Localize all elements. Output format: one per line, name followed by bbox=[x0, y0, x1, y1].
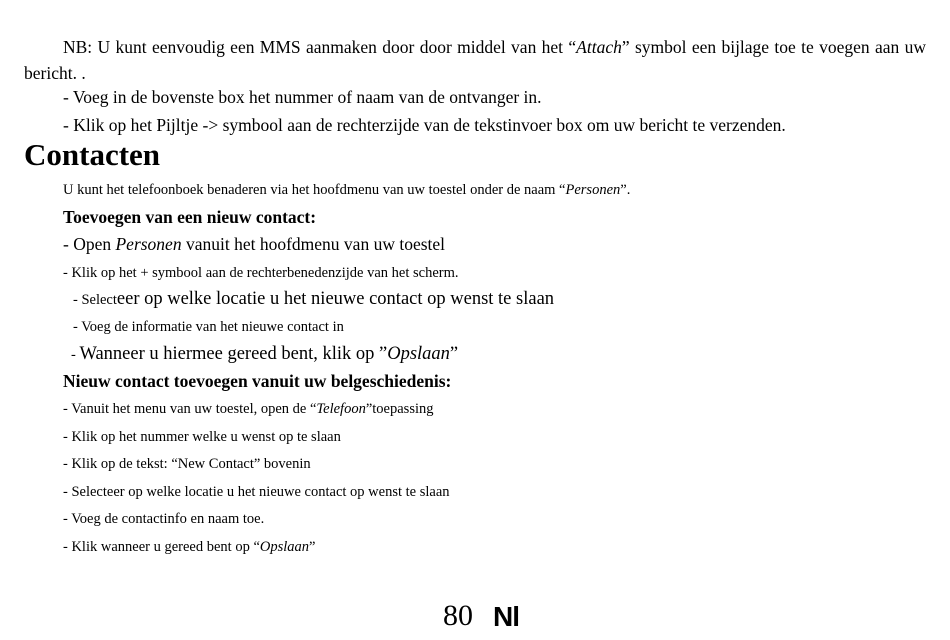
add-step-5-italic: Opslaan bbox=[387, 344, 450, 364]
add-contact-step-5 bbox=[71, 344, 458, 365]
history-step-1-prefix: - Vanuit het menu van uw toestel, open de “ bbox=[63, 401, 317, 417]
history-step-6-italic: Opslaan bbox=[259, 539, 310, 555]
history-step-6-suffix: ” bbox=[309, 539, 316, 555]
add-step-5-suffix: ” bbox=[449, 344, 459, 364]
mms-note-suffix: ” symbol een bijlage toe te voegen aan uw bericht. . bbox=[24, 37, 926, 83]
mms-bullet-recipient: - Voeg in de bovenste box het nummer of naam van de ontvanger in. bbox=[63, 87, 542, 107]
history-step-3: - Klik op de tekst: “New Contact” bovenin bbox=[63, 456, 311, 472]
history-step-5: - Voeg de contactinfo en naam toe. bbox=[63, 511, 265, 527]
add-step-5-prefix: Wanneer u hiermee gereed bent, klik op ” bbox=[79, 344, 388, 364]
add-step-3-large: eer op welke locatie u het nieuwe contact op wenst te slaan bbox=[116, 289, 555, 309]
contacts-intro bbox=[63, 182, 630, 199]
language-badge: Nl bbox=[493, 601, 519, 632]
add-contact-step-1 bbox=[63, 234, 445, 255]
from-history-heading: Nieuw contact toevoegen vanuit uw belgeschiedenis: bbox=[63, 371, 452, 391]
add-step-1-suffix: vanuit het hoofdmenu van uw toestel bbox=[181, 234, 446, 254]
history-step-6-prefix: - Klik wanneer u gereed bent op “ bbox=[63, 539, 260, 555]
mms-note-prefix: NB: U kunt eenvoudig een MMS aanmaken door door middel van het “ bbox=[63, 37, 577, 57]
add-contact-heading: Toevoegen van een nieuw contact: bbox=[63, 207, 317, 227]
add-contact-step-4: - Voeg de informatie van het nieuwe contact in bbox=[73, 319, 344, 335]
contacts-intro-suffix: ”. bbox=[620, 182, 631, 198]
add-contact-step-2: - Klik op het + symbool aan de rechterbenedenzijde van het scherm. bbox=[63, 265, 459, 281]
add-contact-step-3 bbox=[73, 289, 554, 310]
section-title-contacten: Contacten bbox=[24, 137, 161, 172]
add-step-1-prefix: - Open bbox=[63, 234, 116, 254]
mms-attach-note bbox=[24, 34, 926, 86]
add-step-5-dash: - bbox=[71, 347, 80, 363]
history-step-2: - Klik op het nummer welke u wenst op te slaan bbox=[63, 429, 341, 445]
mms-bullet-send: - Klik op het Pijltje -> symbool aan de rechterzijde van de tekstinvoer box om uw bericht te verzenden. bbox=[63, 115, 786, 135]
add-step-3-small: - Select bbox=[73, 292, 117, 308]
history-step-4: - Selecteer op welke locatie u het nieuwe contact op wenst te slaan bbox=[63, 484, 450, 500]
contacts-intro-prefix: U kunt het telefoonboek benaderen via het hoofdmenu van uw toestel onder de naam “ bbox=[63, 182, 566, 198]
history-step-1 bbox=[63, 401, 434, 418]
page-number: 80 bbox=[443, 599, 473, 632]
mms-note-italic: Attach bbox=[576, 37, 622, 57]
history-step-1-italic: Telefoon bbox=[316, 401, 366, 417]
history-step-1-suffix: ”toepassing bbox=[365, 401, 434, 417]
history-step-6 bbox=[63, 539, 315, 556]
add-step-1-italic: Personen bbox=[115, 234, 182, 254]
contacts-intro-italic: Personen bbox=[565, 182, 621, 198]
